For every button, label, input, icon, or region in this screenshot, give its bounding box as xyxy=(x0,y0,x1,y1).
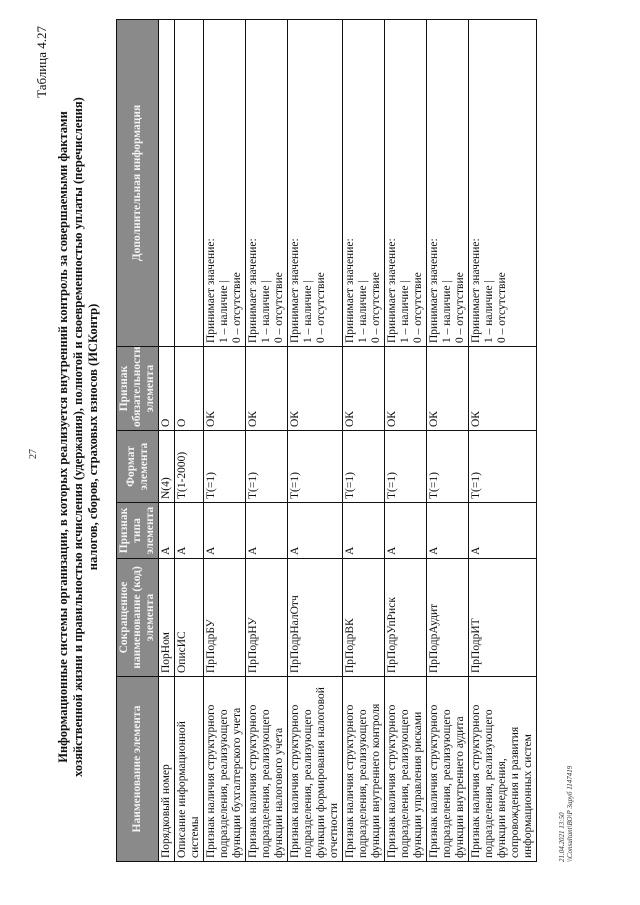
cell-format: T(=1) xyxy=(288,431,343,503)
cell-required: ОК xyxy=(469,347,537,431)
header-type: Признак типа элемента xyxy=(117,503,159,559)
cell-code: ПрПодрВК xyxy=(343,559,385,677)
cell-name: Признак наличия структурного подразделения, реализующего функции формирования налоговой отчетности xyxy=(288,677,343,862)
cell-format: T(=1) xyxy=(469,431,537,503)
cell-format: T(=1) xyxy=(204,431,246,503)
info-line: 0 – отсутствие xyxy=(231,272,243,343)
cell-required: ОК xyxy=(204,347,246,431)
cell-type: А xyxy=(343,503,385,559)
cell-name: Признак наличия структурного подразделения, реализующего функции внедрения, сопровождения и развития информационных систем xyxy=(469,677,537,862)
info-line: Принимает значение: xyxy=(205,238,217,343)
info-line: 0 – отсутствие xyxy=(273,272,285,343)
cell-format: T(=1) xyxy=(427,431,469,503)
elements-table xyxy=(116,19,537,862)
cell-required: ОК xyxy=(385,347,427,431)
cell-type: А xyxy=(175,503,204,559)
table-label: Таблица 4.27 xyxy=(34,26,49,98)
cell-type: А xyxy=(204,503,246,559)
cell-name: Признак наличия структурного подразделения, реализующего функции налогового учета xyxy=(246,677,288,862)
info-line: Принимает значение: xyxy=(344,238,356,343)
info-line: Принимает значение: xyxy=(386,238,398,343)
cell-format: T(=1) xyxy=(385,431,427,503)
info-line: 0 – отсутствие xyxy=(454,272,466,343)
header-code: Сокращенное наименование (код) элемента xyxy=(117,559,159,677)
table-row xyxy=(427,20,469,862)
cell-required: О xyxy=(159,347,175,431)
cell-info xyxy=(427,20,469,347)
footer-line: \\Consultant\ВО\Р Заруб 1147419 xyxy=(566,765,574,862)
info-line: 1 – наличие | xyxy=(260,280,272,343)
cell-info xyxy=(159,20,175,347)
cell-required: ОК xyxy=(288,347,343,431)
cell-code: ПрПодрНУ xyxy=(246,559,288,677)
cell-format: T(=1) xyxy=(343,431,385,503)
cell-name: Признак наличия структурного подразделения, реализующего функции управления рисками xyxy=(385,677,427,862)
cell-code: ПрПодрУпРиск xyxy=(385,559,427,677)
page-number: 27 xyxy=(28,449,39,459)
info-line: Принимает значение: xyxy=(428,238,440,343)
cell-name: Признак наличия структурного подразделения, реализующего функции внутреннего контроля xyxy=(343,677,385,862)
cell-type: А xyxy=(159,503,175,559)
cell-required: ОК xyxy=(427,347,469,431)
cell-required: ОК xyxy=(246,347,288,431)
cell-info xyxy=(469,20,537,347)
info-line: Принимает значение: xyxy=(247,238,259,343)
info-line: Принимает значение: xyxy=(470,238,482,343)
header-required: Признак обязательности элемента xyxy=(117,347,159,431)
info-line: 0 – отсутствие xyxy=(370,272,382,343)
cell-required: ОК xyxy=(343,347,385,431)
table-row xyxy=(175,20,204,862)
rotated-page xyxy=(20,12,620,892)
cell-format: T(=1) xyxy=(246,431,288,503)
table-row xyxy=(343,20,385,862)
cell-type: А xyxy=(246,503,288,559)
cell-code: ПорНом xyxy=(159,559,175,677)
cell-type: А xyxy=(427,503,469,559)
cell-format: N(4) xyxy=(159,431,175,503)
caption-line: налогов, сборов, страховых взносов (ИСКонтр) xyxy=(86,303,100,571)
info-line: 0 – отсутствие xyxy=(412,272,424,343)
cell-format: T(1-2000) xyxy=(175,431,204,503)
cell-code: ПрПодрНалОтч xyxy=(288,559,343,677)
table-caption xyxy=(56,42,101,832)
cell-info xyxy=(246,20,288,347)
info-line: 0 – отсутствие xyxy=(496,272,508,343)
cell-type: А xyxy=(288,503,343,559)
cell-type: А xyxy=(469,503,537,559)
cell-required: О xyxy=(175,347,204,431)
info-line: 1 – наличие | xyxy=(218,280,230,343)
table-body xyxy=(159,20,537,862)
table-row xyxy=(246,20,288,862)
info-line: 1 – наличие | xyxy=(302,280,314,343)
table-row xyxy=(385,20,427,862)
cell-info xyxy=(385,20,427,347)
table-header-row xyxy=(117,20,159,862)
table-row xyxy=(204,20,246,862)
info-line: 1 – наличие | xyxy=(399,280,411,343)
info-line: 1 – наличие | xyxy=(483,280,495,343)
footer-stamp xyxy=(558,766,574,862)
cell-info xyxy=(288,20,343,347)
cell-code: ОписИС xyxy=(175,559,204,677)
cell-code: ПрПодрИТ xyxy=(469,559,537,677)
header-format: Формат элемента xyxy=(117,431,159,503)
info-line: 0 – отсутствие xyxy=(315,272,327,343)
table-row xyxy=(469,20,537,862)
cell-name: Порядковый номер xyxy=(159,677,175,862)
cell-info xyxy=(175,20,204,347)
caption-line: Информационные системы организации, в которых реализуется внутренний контроль за совершаемыми фактами xyxy=(56,111,70,763)
cell-info xyxy=(343,20,385,347)
info-line: Принимает значение: xyxy=(289,238,301,343)
cell-name: Признак наличия структурного подразделения, реализующего функции бухгалтерского учета xyxy=(204,677,246,862)
cell-info xyxy=(204,20,246,347)
table-row xyxy=(288,20,343,862)
cell-code: ПрПодрБУ xyxy=(204,559,246,677)
header-info: Дополнительная информация xyxy=(117,20,159,347)
cell-name: Описание информационной системы xyxy=(175,677,204,862)
header-name: Наименование элемента xyxy=(117,677,159,862)
footer-line: 21.04.2021 13:50 xyxy=(558,812,566,862)
cell-name: Признак наличия структурного подразделения, реализующего функции внутреннего аудита xyxy=(427,677,469,862)
table-row xyxy=(159,20,175,862)
cell-code: ПрПодрАудит xyxy=(427,559,469,677)
caption-line: хозяйственной жизни и правильностью исчисления (удержания), полнотой и своевременностью уплаты (перечисления) xyxy=(71,97,85,777)
cell-type: А xyxy=(385,503,427,559)
info-line: 1 – наличие | xyxy=(441,280,453,343)
info-line: 1 – наличие | xyxy=(357,280,369,343)
